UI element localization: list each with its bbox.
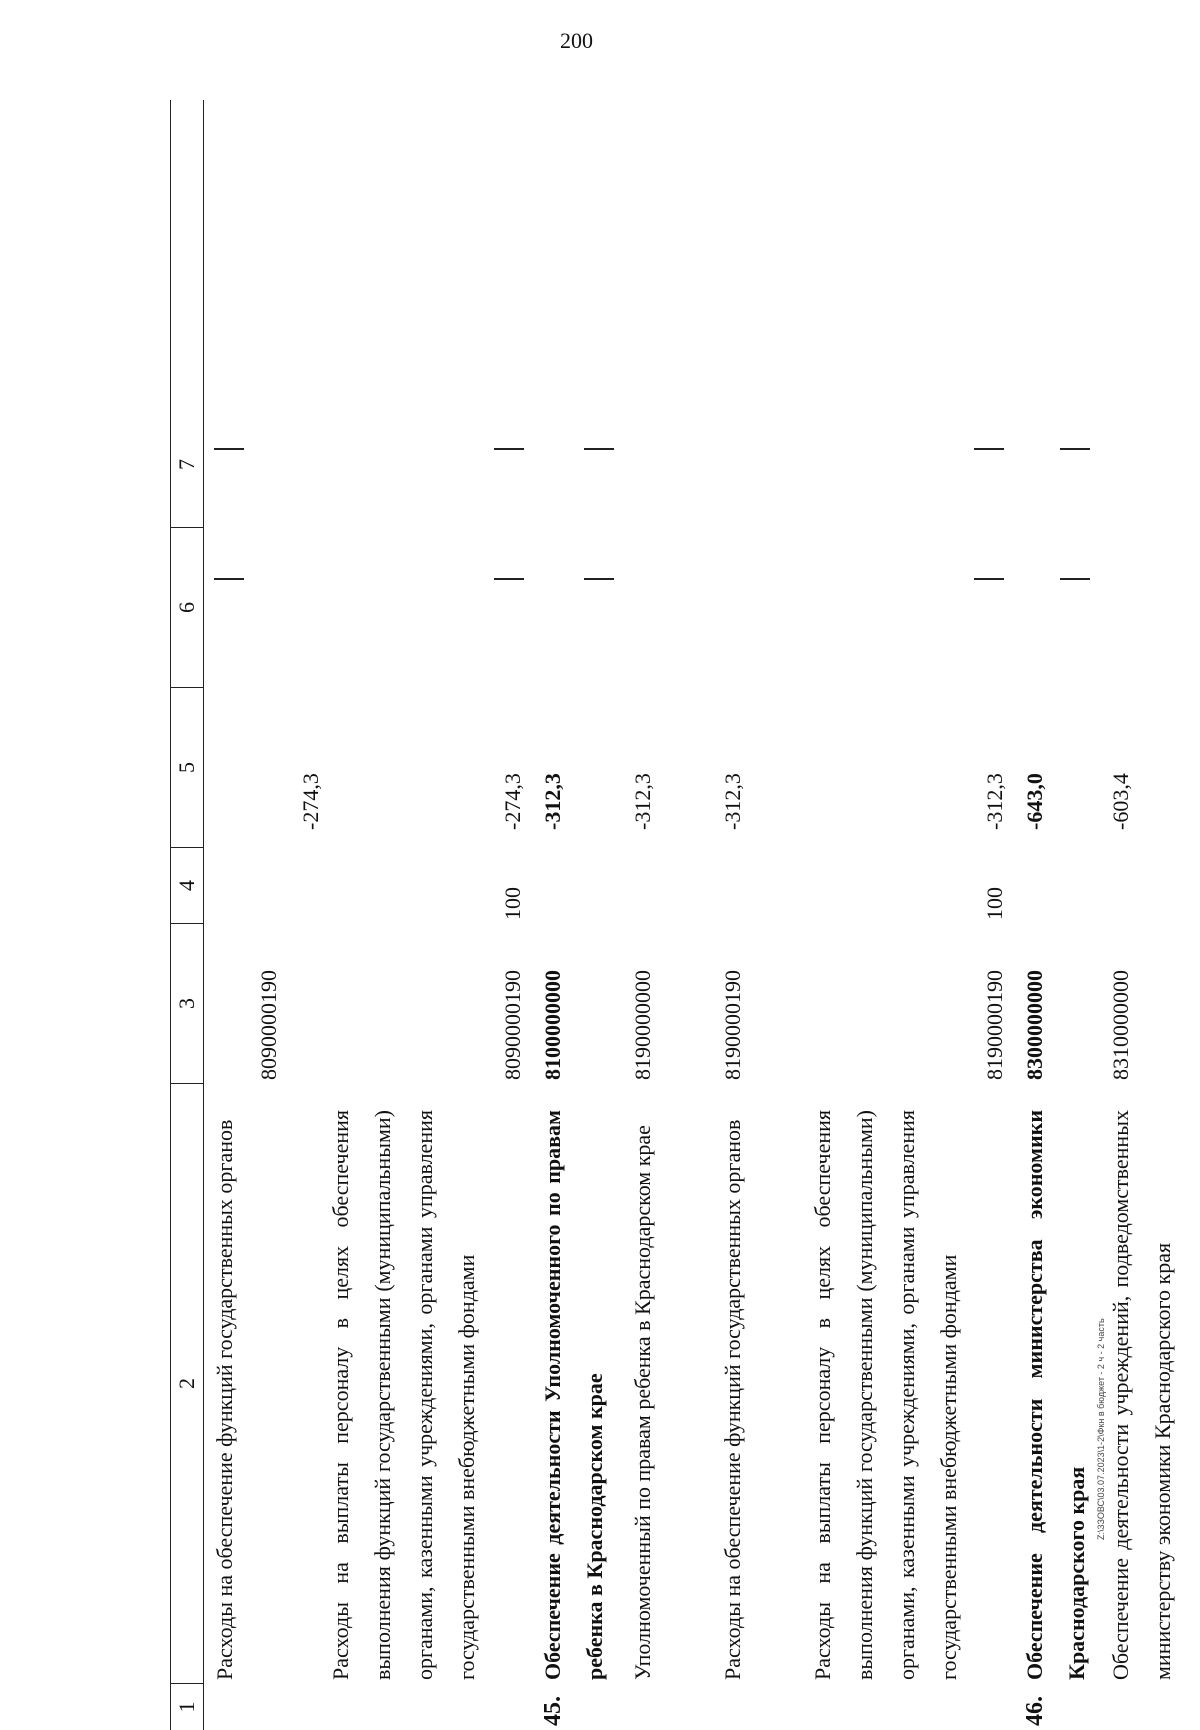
row-number: 45. — [540, 1696, 566, 1726]
page-number: 200 — [560, 28, 593, 53]
row-description: Обеспечение деятельности министерства экономики Краснодарского края — [1022, 1110, 1089, 1680]
row-description: Расходы на выплаты персоналу в целях обеспечения выполнения функций государственными (муниципальными) органами, казенными учреждениями, органами управления государственными внебюджетными фондами — [328, 1110, 479, 1680]
row-amount: -312,3 — [630, 773, 655, 830]
row-code: 8190000000 — [630, 970, 655, 1080]
row-amount: -312,3 — [720, 773, 745, 830]
row-code: 8300000000 — [1022, 970, 1047, 1080]
column-7-dash — [494, 449, 524, 451]
row-description: Расходы на обеспечение функций государственных органов — [212, 1119, 237, 1680]
row-code: 8090000190 — [256, 970, 281, 1080]
header-col-7: 7 — [171, 402, 203, 528]
row-description: Расходы на выплаты персоналу в целях обеспечения выполнения функций государственными (муниципальными) органами, казенными учреждениями, органами управления государственными внебюджетными фондами — [810, 1110, 961, 1680]
row-description: Уполномоченный по правам ребенка в Краснодарском крае — [630, 1125, 655, 1680]
footer-file-path: Z:\3ЗОВС\03.07.2023\1-2\Фкн в бюджет - 2 ч - 2 часть — [1096, 1318, 1106, 1540]
row-vr: 100 — [982, 887, 1007, 920]
header-col-1: 1 — [174, 1701, 199, 1713]
row-amount: -643,0 — [1022, 773, 1047, 830]
column-7-dash — [974, 449, 1004, 451]
row-code: 8190000190 — [982, 970, 1007, 1080]
column-7-dash — [214, 449, 244, 451]
row-code: 8090000190 — [500, 970, 525, 1080]
header-col-2: 2 — [171, 1084, 203, 1684]
row-amount: -312,3 — [982, 773, 1007, 830]
row-amount: -603,4 — [1108, 773, 1133, 830]
column-7-dash — [494, 579, 524, 581]
row-description: Расходы на обеспечение функций государственных органов — [720, 1119, 745, 1680]
column-7-dash — [1060, 579, 1090, 581]
row-description: Обеспечение деятельности Уполномоченного по правам ребенка в Краснодарском крае — [540, 1110, 607, 1680]
row-vr: 100 — [500, 887, 525, 920]
column-7-dash — [584, 449, 614, 451]
row-amount: -274,3 — [500, 773, 525, 830]
header-col-4: 4 — [171, 848, 203, 924]
column-7-dash — [584, 579, 614, 581]
column-7-dash — [974, 579, 1004, 581]
column-7-dash — [214, 579, 244, 581]
header-col-3: 3 — [171, 924, 203, 1084]
row-code: 8100000000 — [540, 970, 565, 1080]
row-number: 46. — [1022, 1696, 1048, 1726]
row-code: 8190000190 — [720, 970, 745, 1080]
header-col-5: 5 — [171, 688, 203, 848]
row-description: Обеспечение деятельности учреждений, подведомственных министерству экономики Краснодарского края — [1108, 1110, 1175, 1680]
budget-table — [170, 100, 1175, 1730]
column-7-dash — [1060, 449, 1090, 451]
row-amount: -312,3 — [540, 773, 565, 830]
row-code: 8310000000 — [1108, 970, 1133, 1080]
row-amount: -274,3 — [298, 773, 323, 830]
table-header — [170, 100, 204, 1730]
header-col-6: 6 — [171, 528, 203, 688]
